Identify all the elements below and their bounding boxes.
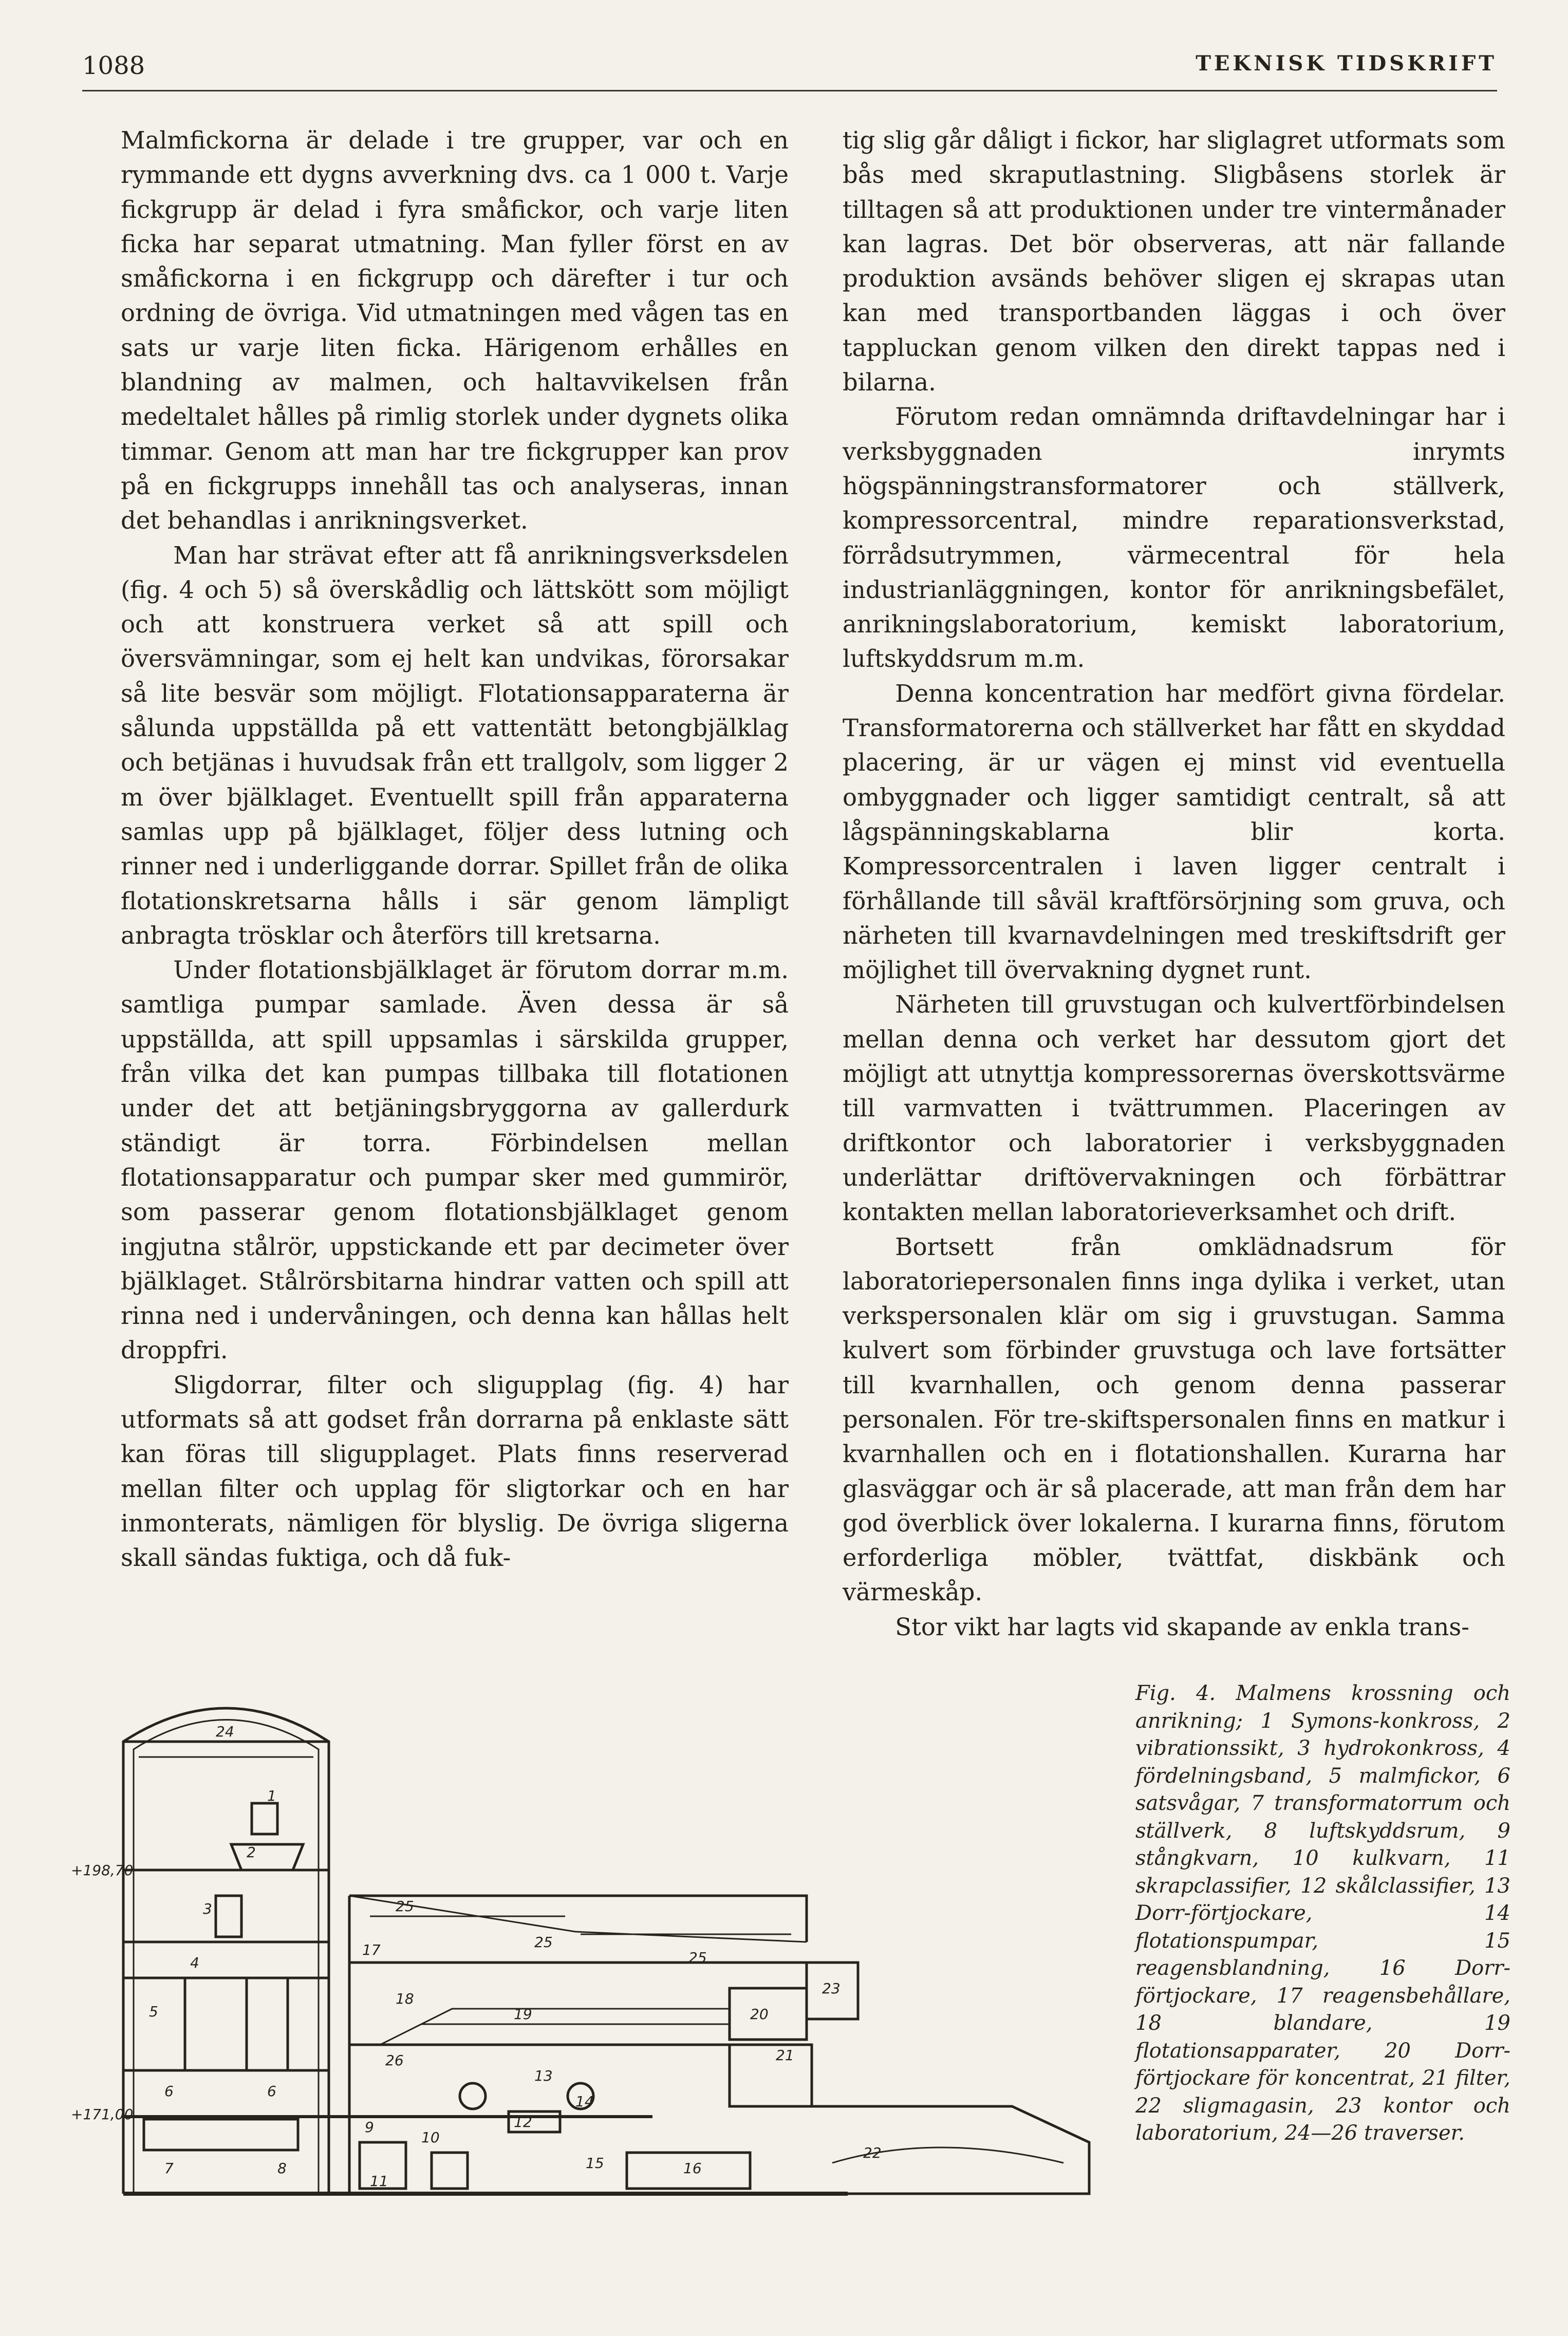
- part-label: 2: [247, 1844, 256, 1861]
- elevation-label-top: +198,70: [71, 1862, 134, 1879]
- part-label: 25: [396, 1898, 414, 1915]
- part-label: 7: [164, 2160, 174, 2177]
- figure-caption: Fig. 4. Malmens krossning och anrikning; 1 Symons-konkross, 2 vibrationssikt, 3 hydrokonkross, 4 fördelningsband, 5 malmfickor, 6 satsvågar, 7 transformatorrum och ställverk, 8 luftskyddsrum, 9 stångkvarn, 10 kulkvarn, 11 skrapclassifier, 12 skålclassifier, 13 Dorr-förtjockare, 14 flotationspumpar, 15 reagensblandning, 16 Dorr-förtjockare, 17 reagensbehållare, 18 blandare, 19 flotationsapparater, 20 Dorr-förtjockare för koncentrat, 21 filter, 22 sligmagasin, 23 kontor och laboratorium, 24—26 traverser.: [1135, 1681, 1510, 2145]
- running-head: TEKNISK TIDSKRIFT: [1196, 51, 1497, 76]
- paragraph: Bortsett från omklädnadsrum för laboratoriepersonalen finns inga dylika i verket, utan verkspersonalen klär om sig i gruvstugan. Samma kulvert som förbinder gruvstuga och lave fortsätter till kvarnhallen, och genom denna passerar personalen. För tre-skiftspersonalen finns en matkur i kvarnhallen och en i flotationshallen. Kurarna har glasväggar och är så placerade, att man från dem har god överblick över lokalerna. I kurarna finns, förutom erforderliga möbler, tvättfat, diskbänk och värmeskåp.: [843, 1232, 1505, 1606]
- figure-section-drawing: [62, 1654, 1125, 2307]
- part-label: 21: [776, 2047, 794, 2064]
- paragraph: Sligdorrar, filter och sligupplag (fig. 4) har utformats så att godset från dorrarna på enklaste sätt kan föras till sligupplaget. Plats finns reserverad mellan filter och upplag för sligtorkar och en har inmonterats, nämligen för blyslig. De övriga sligerna skall sändas fuktiga, och då fuk-: [121, 1371, 789, 1572]
- part-label: 10: [421, 2129, 440, 2146]
- part-label: 13: [534, 2067, 553, 2084]
- part-label: 26: [385, 2052, 404, 2069]
- part-label: 19: [514, 2006, 532, 2023]
- part-label: 5: [149, 2003, 158, 2020]
- paragraph: Denna koncentration har medfört givna fördelar. Transformatorerna och ställverket har fått en skyddad placering, är ur vägen ej minst vid eventuella ombyggnader och ligger samtidigt centralt, så att lågspänningskablarna blir korta. Kompressorcentralen i laven ligger centralt i förhållande till såväl kraftförsörjning som gruva, och närheten till kvarnavdelningen med treskiftsdrift ger möjlighet till övervakning dygnet runt.: [843, 679, 1505, 984]
- part-label: 15: [586, 2155, 604, 2172]
- part-label: 11: [370, 2173, 388, 2190]
- part-label: 3: [203, 1900, 212, 1917]
- part-label: 20: [750, 2006, 769, 2023]
- paragraph: tig slig går dåligt i fickor, har sliglagret utformats som bås med skraputlastning. Sligbåsens storlek är tilltagen så att produktionen under tre vintermånader kan lagras. Det bör observeras, att när fallande produktion avsänds behöver sligen ej skrapas utan kan med transportbanden läggas i och över tappluckan genom vilken den direkt tappas ned i bilarna.: [843, 126, 1505, 397]
- part-label: 6: [164, 2083, 174, 2100]
- part-label: 4: [190, 1954, 199, 1971]
- paragraph: Malmfickorna är delade i tre grupper, var och en rymmande ett dygns avverkning dvs. ca 1 000 t. Varje fickgrupp är delad i fyra småfickor, och varje liten ficka har separat utmatning. Man fyller först en av småfickorna i en fickgrupp och därefter i tur och ordning de övriga. Vid utmatningen med vågen tas en sats ur varje liten ficka. Härigenom erhålles en blandning av malmen, och haltavvikelsen från medeltalet hålles på rimlig storlek under dygnets olika timmar. Genom att man har tre fickgrupper kan prov på en fickgrupps innehåll tas och analyseras, innan det behandlas i anrikningsverket.: [121, 126, 789, 535]
- elevation-label-bottom: +171,00: [71, 2106, 134, 2123]
- part-label: 8: [277, 2160, 287, 2177]
- part-label: 25: [534, 1934, 553, 1951]
- part-label: 16: [683, 2160, 702, 2177]
- section-drawing: [62, 1654, 1125, 2307]
- part-label: 9: [365, 2119, 374, 2136]
- part-label: 24: [216, 1723, 234, 1740]
- part-label: 17: [362, 1941, 381, 1958]
- header-rule: [82, 90, 1497, 91]
- paragraph: Man har strävat efter att få anrikningsverksdelen (fig. 4 och 5) så överskådlig och lättskött som möjligt och att konstruera verket så att spill och översvämningar, som ej helt kan undvikas, förorsakar så lite besvär som möjligt. Flotationsapparaterna är sålunda uppställda på ett vattentätt betongbjälklag och betjänas i huvudsak från ett trallgolv, som ligger 2 m över bjälklaget. Eventuellt spill från apparaterna samlas upp på bjälklaget, följer dess lutning och rinner ned i underliggande dorrar. Spillet från de olika flotationskretsarna hålls i sär genom lämpligt anbragta trösklar och återförs till kretsarna.: [121, 541, 789, 949]
- page-number: 1088: [82, 51, 145, 80]
- part-label: 6: [267, 2083, 276, 2100]
- part-label: 14: [575, 2093, 594, 2110]
- paragraph: Förutom redan omnämnda driftavdelningar har i verksbyggnaden inrymts högspänningstransformatorer och ställverk, kompressorcentral, mindre reparationsverkstad, förrådsutrymmen, värmecentral för hela industrianläggningen, kontor för anrikningsbefälet, anrikningslaboratorium, kemiskt laboratorium, luftskyddsrum m.m.: [843, 403, 1505, 673]
- right-column: [843, 123, 1505, 1644]
- part-label: 12: [514, 2114, 532, 2131]
- part-label: 22: [863, 2144, 882, 2161]
- part-label: 1: [267, 1787, 276, 1804]
- part-label: 23: [822, 1980, 841, 1997]
- paragraph: Under flotationsbjälklaget är förutom dorrar m.m. samtliga pumpar samlade. Även dessa är så uppställda, att spill uppsamlas i särskilda grupper, från vilka det kan pumpas tillbaka till flotationen under det att betjäningsbryggorna av gallerdurk ständigt är torra. Förbindelsen mellan flotationsapparatur och pumpar sker med gummirör, som passerar genom flotationsbjälklaget genom ingjutna stålrör, uppstickande ett par decimeter över bjälklaget. Stålrörsbitarna hindrar vatten och spill att rinna ned i undervåningen, och denna kan hållas helt droppfri.: [121, 956, 789, 1365]
- paragraph: Stor vikt har lagts vid skapande av enkla trans-: [895, 1613, 1469, 1641]
- part-label: 18: [396, 1990, 414, 2007]
- paragraph: Närheten till gruvstugan och kulvertförbindelsen mellan denna och verket har dessutom gjort det möjligt att utnyttja kompressorernas överskottsvärme till varmvatten i tvättrummen. Placeringen av driftkontor och laboratorier i verksbyggnaden underlättar driftövervakningen och förbättrar kontakten mellan laboratorieverksamhet och drift.: [843, 991, 1505, 1226]
- part-label: 25: [688, 1949, 707, 1966]
- left-column: [121, 123, 789, 1575]
